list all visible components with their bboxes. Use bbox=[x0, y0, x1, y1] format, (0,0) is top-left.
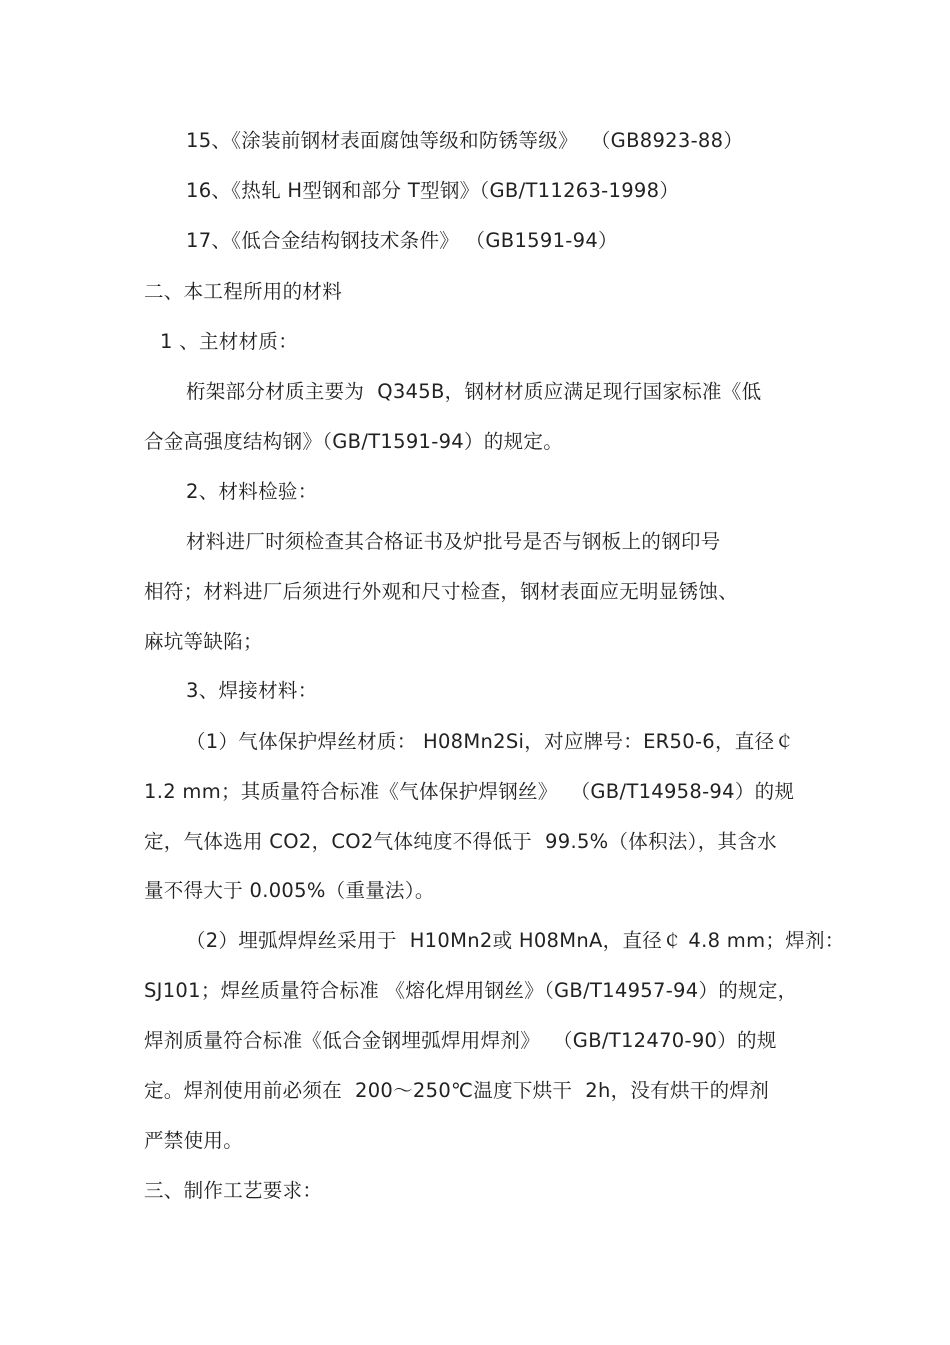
text-line: 相符；材料进厂后须进行外观和尺寸检查，钢材表面应无明显锈蚀、 bbox=[144, 580, 739, 603]
text-line: 合金高强度结构钢》（GB/T1591-94）的规定。 bbox=[144, 430, 563, 453]
text-line: 麻坑等缺陷； bbox=[144, 630, 263, 653]
text-line: SJ101；焊丝质量符合标准 《熔化焊用钢丝》（GB/T14957-94）的规定， bbox=[144, 979, 798, 1002]
section-heading: 三、制作工艺要求： bbox=[144, 1179, 323, 1202]
text-line: 1.2 mm；其质量符合标准《气体保护焊钢丝》 （GB/T14958-94）的规 bbox=[144, 780, 795, 803]
text-line: 量不得大于 0.005%（重量法）。 bbox=[144, 879, 435, 902]
subsection-heading: 2、材料检验： bbox=[186, 480, 318, 503]
text-line: （1）气体保护焊丝材质： H08Mn2Si，对应牌号：ER50-6，直径￠ bbox=[186, 730, 795, 753]
text-line: 17、《低合金结构钢技术条件》 （GB1591-94） bbox=[186, 229, 618, 252]
subsection-heading: 3、焊接材料： bbox=[186, 679, 318, 702]
text-line: 15、《涂装前钢材表面腐蚀等级和防锈等级》 （GB8923-88） bbox=[186, 129, 744, 152]
text-line: （2）埋弧焊焊丝采用于 H10Mn2或 H08MnA，直径￠ 4.8 mm；焊剂： bbox=[186, 929, 845, 952]
subsection-heading: 1 、主材材质： bbox=[160, 330, 299, 353]
text-line: 严禁使用。 bbox=[144, 1129, 244, 1152]
text-line: 材料进厂时须检查其合格证书及炉批号是否与钢板上的钢印号 bbox=[186, 530, 721, 553]
text-line: 定，气体选用 CO2，CO2气体纯度不得低于 99.5%（体积法），其含水 bbox=[144, 830, 777, 853]
section-heading: 二、本工程所用的材料 bbox=[144, 280, 343, 303]
text-line: 16、《热轧 H型钢和部分 T型钢》（GB/T11263-1998） bbox=[186, 179, 680, 202]
text-line: 定。焊剂使用前必须在 200～250℃温度下烘干 2h，没有烘干的焊剂 bbox=[144, 1079, 769, 1102]
text-line: 桁架部分材质主要为 Q345B，钢材材质应满足现行国家标准《低 bbox=[186, 380, 762, 403]
text-line: 焊剂质量符合标准《低合金钢埋弧焊用焊剂》 （GB/T12470-90）的规 bbox=[144, 1029, 777, 1052]
